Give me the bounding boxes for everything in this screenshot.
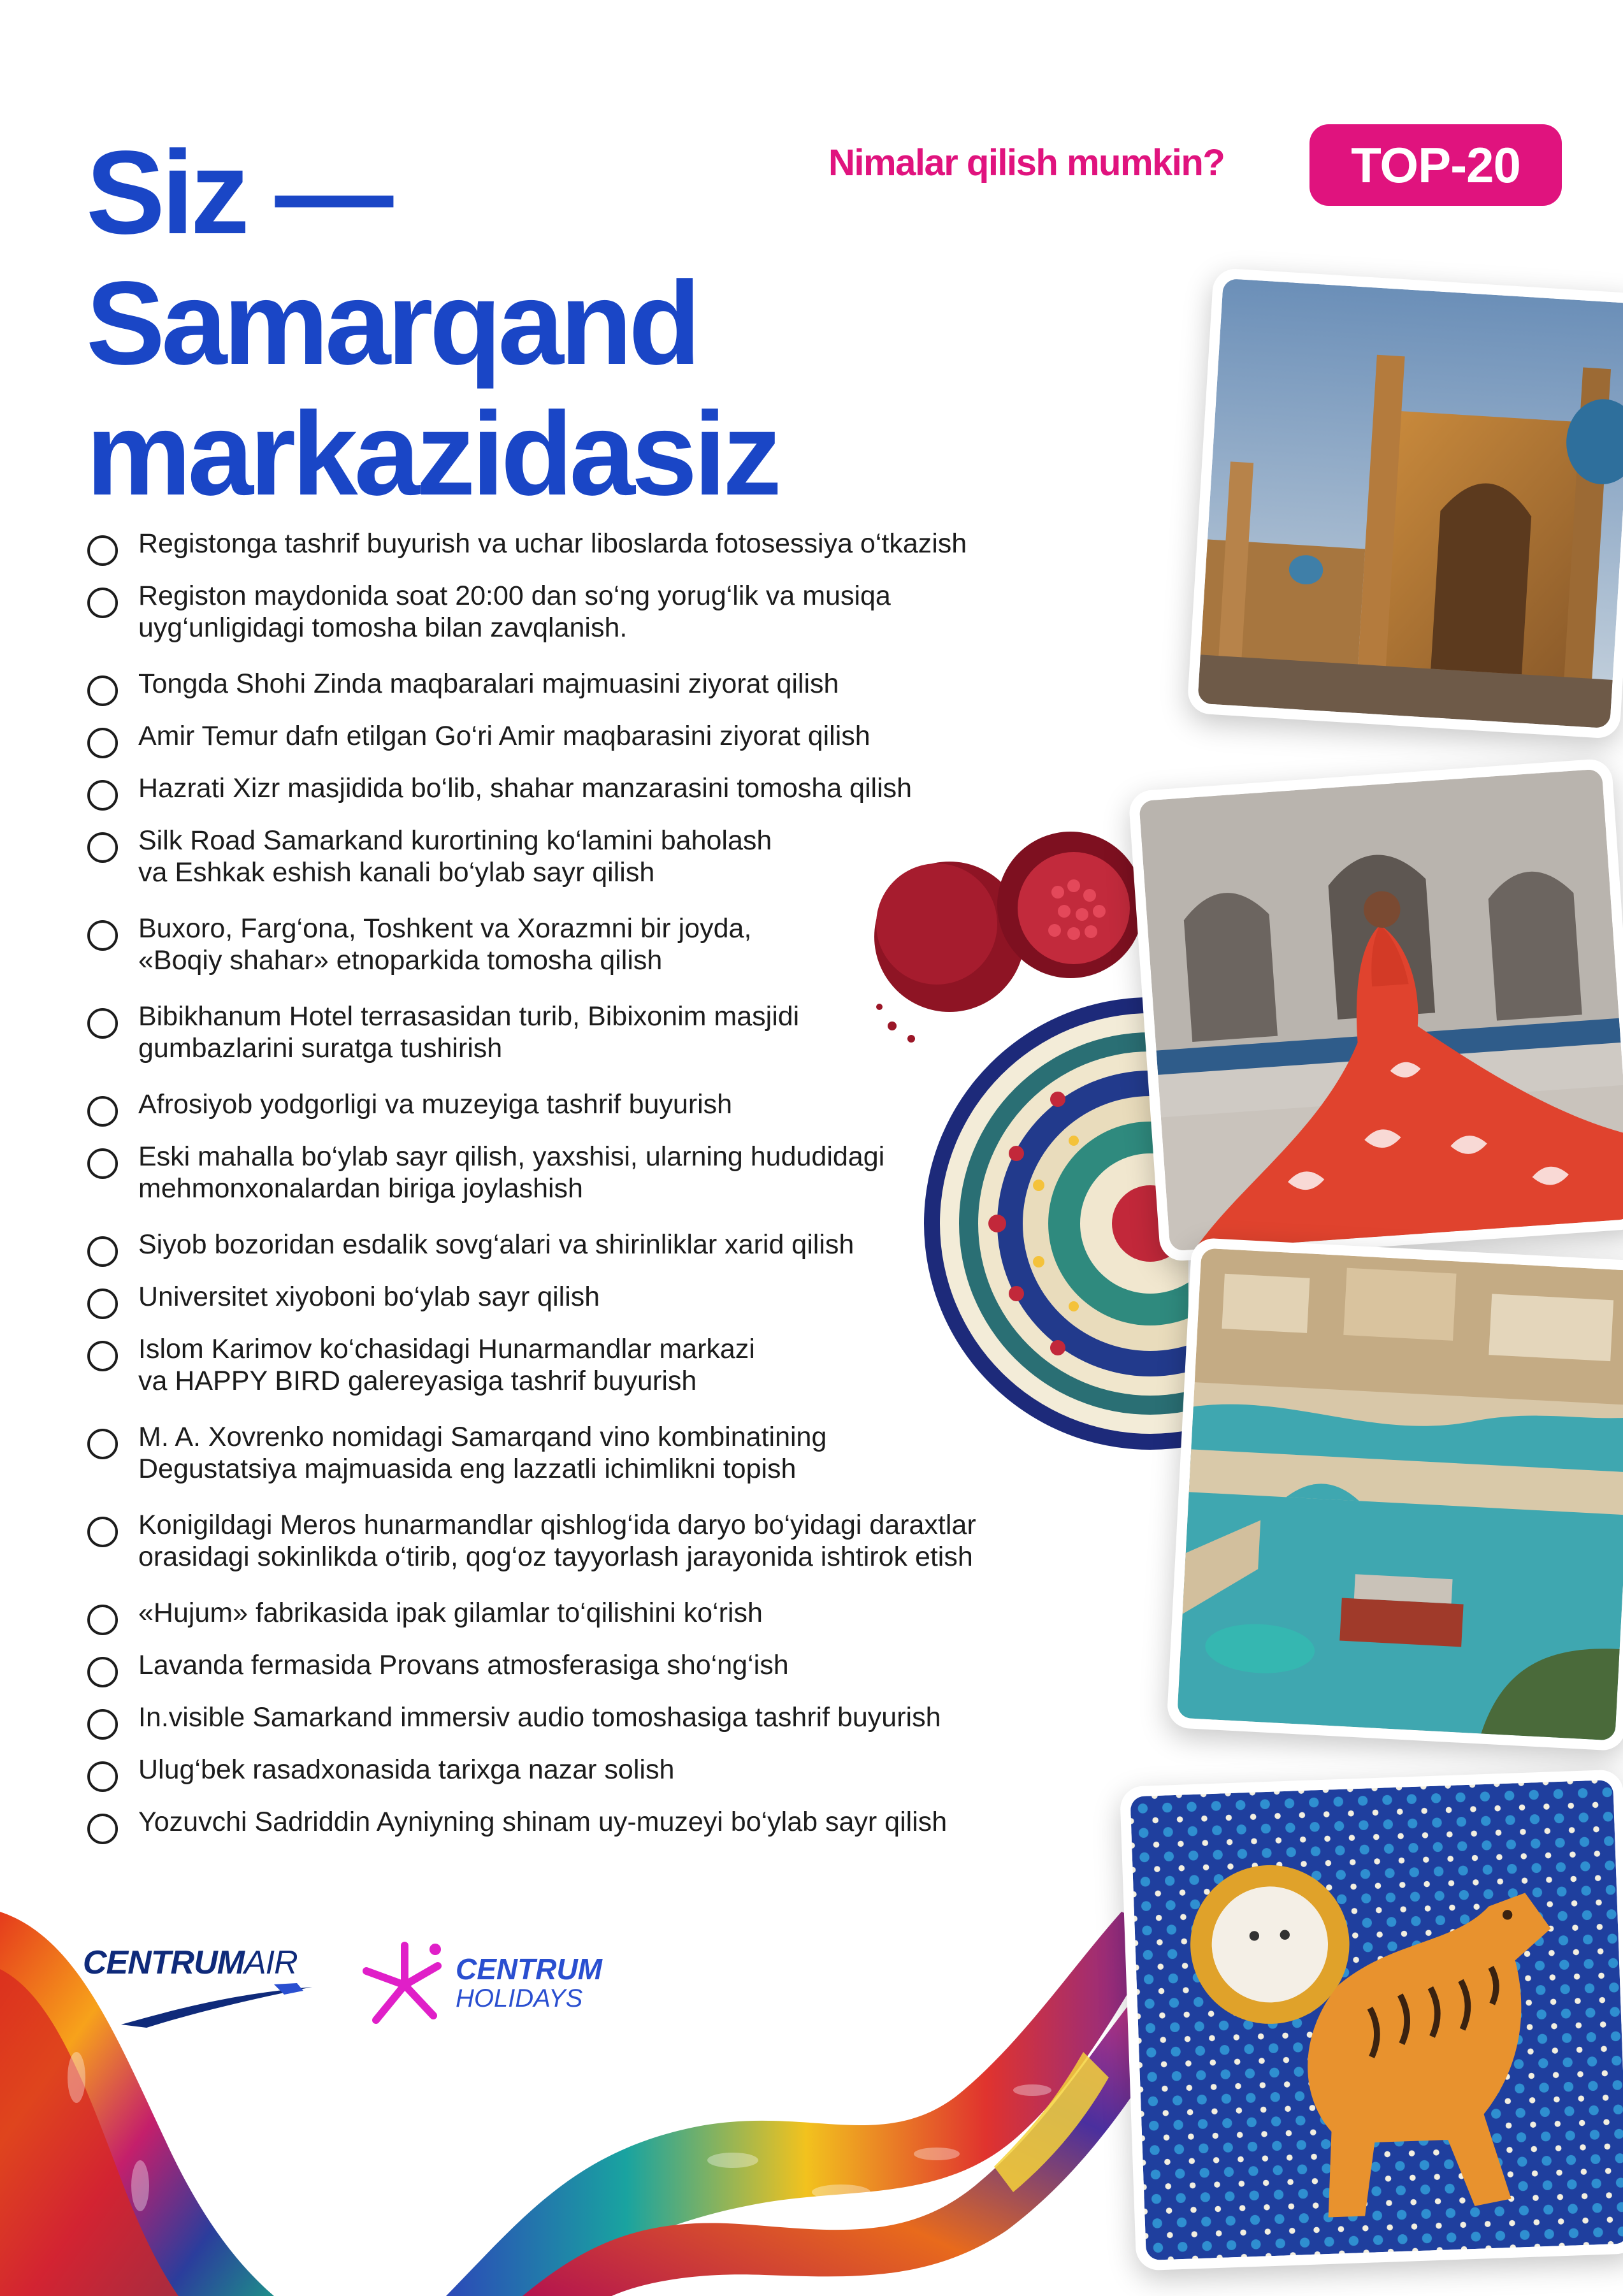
checklist-item-text: Yozuvchi Sadriddin Ayniyning shinam uy-muzeyi bo‘ylab sayr qilish <box>138 1807 948 1837</box>
checklist-item-text: Silk Road Samarkand kurortining ko‘lamini baholash va Eshkak eshish kanali bo‘ylab sayr qilish <box>138 825 772 888</box>
checklist-item-10 <box>86 1141 1080 1204</box>
checklist-item-17 <box>86 1649 1080 1681</box>
checklist-item-text: Tongda Shohi Zinda maqbaralari majmuasini ziyorat qilish <box>138 668 839 699</box>
ikat-dress-photo-card <box>1128 758 1623 1262</box>
checklist-item-text: Universitet xiyoboni bo‘ylab sayr qilish <box>138 1282 600 1312</box>
checklist-item-6 <box>86 825 1080 888</box>
centrum-holidays-star-icon <box>360 1940 449 2030</box>
centrum-holidays-logo-line2: HOLIDAYS <box>456 1984 583 2012</box>
registan-photo <box>1197 278 1623 728</box>
checklist-item-5 <box>86 772 1080 804</box>
title-line-3: markazidasiz <box>86 388 778 520</box>
checklist-item-7 <box>86 913 1080 976</box>
checklist-item-text: Registon maydonida soat 20:00 dan so‘ng yorug‘lik va musiqa uyg‘unligidagi tomosha bilan zavqlanish. <box>138 581 891 643</box>
checklist-item-text: Bibikhanum Hotel terrasasidan turib, Bibixonim masjidi gumbazlarini suratga tushirish <box>138 1001 800 1064</box>
circle-checkbox-icon[interactable] <box>87 1096 118 1127</box>
top-20-badge: TOP-20 <box>1309 124 1562 206</box>
circle-checkbox-icon[interactable] <box>87 675 118 706</box>
circle-checkbox-icon[interactable] <box>87 1236 118 1267</box>
circle-checkbox-icon[interactable] <box>87 920 118 951</box>
circle-checkbox-icon[interactable] <box>87 535 118 566</box>
checklist-item-text: Siyob bozoridan esdalik sovg‘alari va shirinliklar xarid qilish <box>138 1229 855 1260</box>
checklist-item-9 <box>86 1088 1080 1120</box>
circle-checkbox-icon[interactable] <box>87 1289 118 1319</box>
checklist-item-text: Eski mahalla bo‘ylab sayr qilish, yaxshisi, ularning hududidagi mehmonxonalardan biriga joylashish <box>138 1141 885 1204</box>
centrum-air-logo-bold: CENTRUM <box>83 1944 244 1981</box>
checklist-item-16 <box>86 1597 1080 1629</box>
silk-road-canal-photo <box>1177 1248 1623 1741</box>
title-line-2: Samarqand <box>86 257 698 389</box>
checklist-item-text: Hazrati Xizr masjidida bo‘lib, shahar manzarasini tomosha qilish <box>138 773 912 804</box>
checklist-item-2 <box>86 580 1080 644</box>
checklist-item-text: «Hujum» fabrikasida ipak gilamlar to‘qilishini ko‘rish <box>138 1598 763 1628</box>
circle-checkbox-icon[interactable] <box>87 1761 118 1792</box>
checklist-item-13 <box>86 1333 1080 1397</box>
circle-checkbox-icon[interactable] <box>87 1429 118 1459</box>
checklist-item-14 <box>86 1421 1080 1485</box>
checklist-item-3 <box>86 668 1080 700</box>
checklist-item-4 <box>86 720 1080 752</box>
checklist-item-text: Islom Karimov ko‘chasidagi Hunarmandlar markazi va HAPPY BIRD galereyasiga tashrif buyurish <box>138 1334 755 1396</box>
circle-checkbox-icon[interactable] <box>87 728 118 758</box>
checklist <box>86 528 1080 1858</box>
checklist-item-19 <box>86 1754 1080 1786</box>
checklist-item-11 <box>86 1229 1080 1260</box>
checklist-item-text: In.visible Samarkand immersiv audio tomoshasiga tashrif buyurish <box>138 1702 941 1733</box>
subtitle: Nimalar qilish mumkin? <box>828 142 1225 184</box>
centrum-holidays-logo-line1: CENTRUM <box>456 1953 602 1986</box>
centrum-air-logo <box>83 1944 312 2033</box>
page-title <box>86 127 778 519</box>
circle-checkbox-icon[interactable] <box>87 1008 118 1039</box>
circle-checkbox-icon[interactable] <box>87 1517 118 1547</box>
checklist-item-text: Registonga tashrif buyurish va uchar liboslarda fotosessiya o‘tkazish <box>138 528 967 559</box>
title-line-1: Siz — <box>86 127 390 259</box>
checklist-item-text: Lavanda fermasida Provans atmosferasiga sho‘ng‘ish <box>138 1650 789 1680</box>
silk-road-canal-photo-card <box>1166 1238 1623 1752</box>
checklist-item-20 <box>86 1806 1080 1838</box>
ikat-dress-photo <box>1139 769 1623 1251</box>
circle-checkbox-icon[interactable] <box>87 1341 118 1371</box>
checklist-item-text: Ulug‘bek rasadxonasida tarixga nazar solish <box>138 1754 675 1785</box>
circle-checkbox-icon[interactable] <box>87 588 118 618</box>
circle-checkbox-icon[interactable] <box>87 1814 118 1844</box>
centrum-air-logo-light: AIR <box>243 1944 298 1981</box>
checklist-item-text: Konigildagi Meros hunarmandlar qishlog‘ida daryo bo‘yidagi daraxtlar orasidagi sokinlikda o‘tirib, qog‘oz tayyorlash jarayonida ishtirok etish <box>138 1510 976 1572</box>
checklist-item-15 <box>86 1509 1080 1573</box>
circle-checkbox-icon[interactable] <box>87 780 118 811</box>
checklist-item-1 <box>86 528 1080 560</box>
checklist-item-text: Afrosiyob yodgorligi va muzeyiga tashrif buyurish <box>138 1089 733 1120</box>
tiger-mosaic-photo <box>1130 1780 1623 2260</box>
checklist-item-8 <box>86 1000 1080 1064</box>
tiger-mosaic-photo-card <box>1120 1769 1623 2271</box>
centrum-holidays-logo <box>360 1940 653 2030</box>
centrum-air-swoosh-icon <box>121 1983 312 2028</box>
checklist-item-18 <box>86 1701 1080 1733</box>
checklist-item-text: M. A. Xovrenko nomidagi Samarqand vino kombinatining Degustatsiya majmuasida eng lazzatli ichimlikni topish <box>138 1422 827 1484</box>
circle-checkbox-icon[interactable] <box>87 1148 118 1179</box>
checklist-item-text: Amir Temur dafn etilgan Go‘ri Amir maqbarasini ziyorat qilish <box>138 721 870 751</box>
checklist-item-text: Buxoro, Farg‘ona, Toshkent va Xorazmni bir joyda, «Boqiy shahar» etnoparkida tomosha qilish <box>138 913 752 976</box>
circle-checkbox-icon[interactable] <box>87 832 118 863</box>
checklist-item-12 <box>86 1281 1080 1313</box>
circle-checkbox-icon[interactable] <box>87 1657 118 1687</box>
circle-checkbox-icon[interactable] <box>87 1605 118 1635</box>
circle-checkbox-icon[interactable] <box>87 1709 118 1740</box>
registan-photo-card <box>1187 268 1623 739</box>
